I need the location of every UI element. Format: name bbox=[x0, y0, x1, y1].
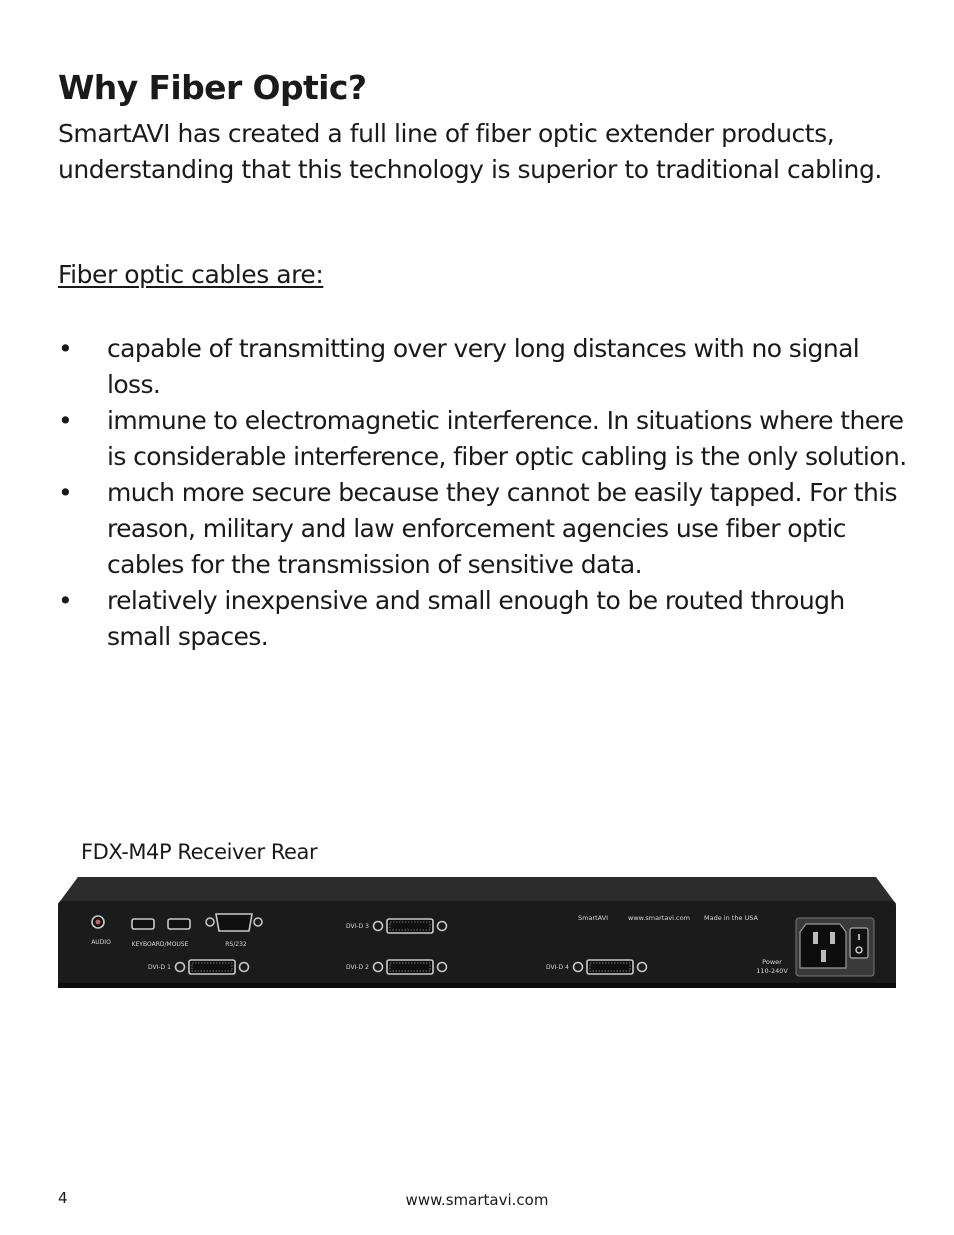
chassis-top bbox=[58, 877, 896, 904]
figure-caption: FDX-M4P Receiver Rear bbox=[81, 840, 318, 864]
bullet-icon: • bbox=[58, 334, 73, 363]
list-heading: Fiber optic cables are: bbox=[58, 260, 324, 289]
bullet-icon: • bbox=[58, 406, 73, 435]
list-item bbox=[58, 583, 908, 655]
keyboard-mouse-label: KEYBOARD/MOUSE bbox=[131, 941, 189, 948]
dvi4-label: DVI-D 4 bbox=[546, 964, 569, 971]
page-number: 4 bbox=[58, 1189, 68, 1207]
usb-port bbox=[168, 919, 190, 929]
power-switch-icon bbox=[850, 928, 868, 958]
power-label: Power bbox=[762, 958, 782, 966]
intro-paragraph: SmartAVI has created a full line of fiber optic extender products, understanding that this technology is superior to traditional cabling. bbox=[58, 119, 882, 184]
audio-jack bbox=[92, 916, 104, 928]
bullet-icon: • bbox=[58, 478, 73, 507]
url-label: www.smartavi.com bbox=[628, 914, 690, 922]
list-item bbox=[58, 331, 908, 403]
list-item-text: much more secure because they cannot be easily tapped. For this reason, military and law enforcement agencies use fiber optic cables for the transmission of sensitive data. bbox=[107, 478, 897, 579]
dvi2-label: DVI-D 2 bbox=[346, 964, 369, 971]
dvi3-label: DVI-D 3 bbox=[346, 923, 369, 930]
receiver-rear-image bbox=[56, 874, 898, 992]
list-item-text: immune to electromagnetic interference. In situations where there is considerable interference, fiber optic cabling is the only solution. bbox=[107, 406, 907, 471]
voltage-label: 110-240V bbox=[756, 967, 788, 975]
usb-port bbox=[132, 919, 154, 929]
audio-label: AUDIO bbox=[91, 939, 111, 946]
list-item bbox=[58, 403, 908, 475]
footer-url: www.smartavi.com bbox=[405, 1191, 549, 1209]
page-title: Why Fiber Optic? bbox=[58, 68, 367, 107]
brand-label: SmartAVI bbox=[578, 914, 609, 922]
feature-list bbox=[58, 331, 908, 655]
dvi1-label: DVI-D 1 bbox=[148, 964, 171, 971]
made-in-label: Made in the USA bbox=[704, 914, 758, 922]
list-item-text: relatively inexpensive and small enough to be routed through small spaces. bbox=[107, 586, 845, 651]
list-item bbox=[58, 475, 908, 583]
bullet-icon: • bbox=[58, 586, 73, 615]
list-item-text: capable of transmitting over very long distances with no signal loss. bbox=[107, 334, 860, 399]
rs232-label: RS/232 bbox=[225, 941, 247, 948]
